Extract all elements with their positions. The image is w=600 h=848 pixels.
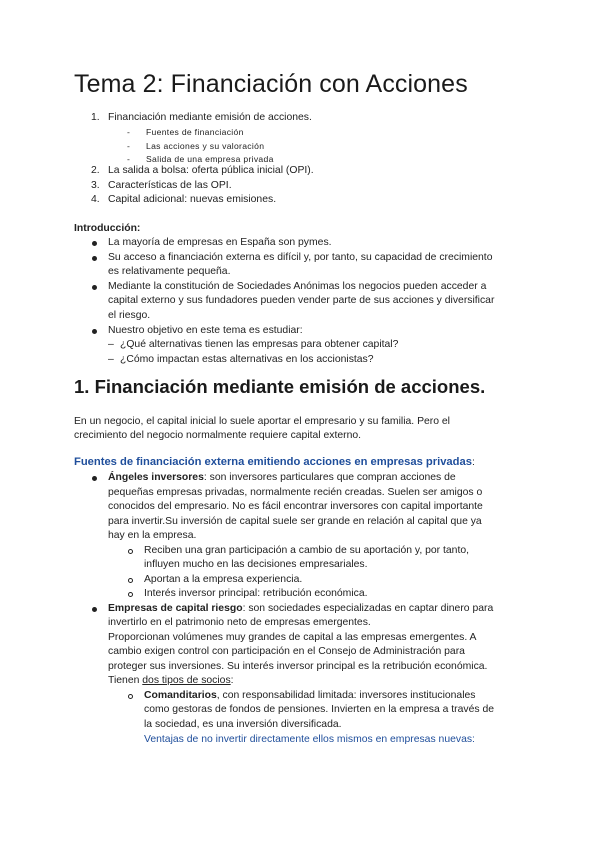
angeles-line-5: hay en la empresa. [108,530,197,541]
intro-bullet-2-line-1: Su acceso a financiación externa es difícil y, por tanto, su capacidad de crecimiento [108,252,493,263]
angeles-line-3: conocidos del empresario. No es fácil encontrar inversores con capital importante [108,501,483,512]
angeles-line-1 [108,471,456,485]
capital-riesgo-line-5: proteger sus inversiones. Su interés inversor principal es la retribución económica. [108,661,488,672]
bullet-icon [92,607,97,612]
angeles-sub-1-line-2: influyen mucho en las decisiones empresariales. [144,559,368,570]
bullet-icon [92,285,97,290]
angeles-sub-2: Aportan a la empresa experiencia. [144,574,303,585]
outline-item-2: La salida a bolsa: oferta pública inicial (OPI). [108,165,314,176]
intro-question-1: ¿Qué alternativas tienen las empresas para obtener capital? [120,339,399,350]
section-paragraph-line-2: crecimiento del negocio normalmente requiere capital externo. [74,430,362,441]
circle-bullet-icon [128,578,133,583]
outline-num-3: 3. [91,180,100,191]
bullet-icon [92,329,97,334]
fuentes-heading: Fuentes de financiación externa emitiendo acciones en empresas privadas [74,456,472,468]
tipos-socios-link: dos tipos de socios [142,675,231,686]
fuentes-heading-line [74,455,475,470]
outline-item-4: Capital adicional: nuevas emisiones. [108,194,277,205]
section-heading: 1. Financiación mediante emisión de acciones. [74,376,486,397]
bullet-icon [92,256,97,261]
circle-bullet-icon [128,694,133,699]
intro-bullet-3-line-2: capital externo y sus fundadores pueden vender parte de sus acciones y diversificar [108,295,495,306]
ventajas-line: Ventajas de no invertir directamente ellos mismos en empresas nuevas: [144,734,475,745]
dash: - [127,154,131,164]
dash: – [108,339,114,350]
comanditarios-definition: , con responsabilidad limitada: inversores institucionales [216,690,476,701]
sub-outline-item: Salida de una empresa privada [146,154,274,164]
angeles-sub-3: Interés inversor principal: retribución económica. [144,588,368,599]
dash: – [108,354,114,365]
circle-bullet-icon [128,592,133,597]
capital-riesgo-line-3: Proporcionan volúmenes muy grandes de capital a las empresas emergentes. A [108,632,477,643]
page-title: Tema 2: Financiación con Acciones [74,70,468,98]
angeles-line-2: pequeñas empresas privadas, normalmente recién creadas. Suelen ser amigos o [108,487,483,498]
capital-riesgo-term: Empresas de capital riesgo [108,603,243,614]
tienen-line [108,674,234,688]
comanditarios-term: Comanditarios [144,690,217,701]
intro-bullet-3-line-3: el riesgo. [108,310,151,321]
comanditarios-line-1 [144,689,476,703]
intro-heading: Introducción: [74,223,141,234]
angeles-sub-1-line-1: Reciben una gran participación a cambio de su aportación y, por tanto, [144,545,470,556]
intro-bullet-4: Nuestro objetivo en este tema es estudiar: [108,325,303,336]
sub-outline-item: Fuentes de financiación [146,127,244,137]
capital-riesgo-line-2: invertirlo en el patrimonio neto de empresas emergentes. [108,617,371,628]
circle-bullet-icon [128,549,133,554]
outline-num-1: 1. [91,112,100,123]
intro-question-2: ¿Cómo impactan estas alternativas en los accionistas? [120,354,374,365]
angeles-term: Ángeles inversores [108,472,204,483]
section-paragraph-line-1: En un negocio, el capital inicial lo suele aportar el empresario y su familia. Pero el [74,416,450,427]
intro-bullet-2-line-2: es relativamente pequeña. [108,266,231,277]
bullet-icon [92,476,97,481]
intro-bullet-1: La mayoría de empresas en España son pymes. [108,237,332,248]
dash: - [127,141,131,151]
dash: - [127,127,131,137]
outline-item-3: Características de las OPI. [108,180,232,191]
comanditarios-line-2: como gestoras de fondos de pensiones. Invierten en la empresa a través de [144,704,495,715]
outline-num-2: 2. [91,165,100,176]
sub-outline-item: Las acciones y su valoración [146,141,265,151]
capital-riesgo-definition: : son sociedades especializadas en captar dinero para [242,603,494,614]
capital-riesgo-line-4: cambio exigen control con participación en el Consejo de Administración para [108,646,465,657]
outline-num-4: 4. [91,194,100,205]
angeles-definition: : son inversores particulares que compran acciones de [203,472,456,483]
tienen-suffix: : [230,675,234,686]
angeles-line-4: para invertir.Su inversión de capital suele ser grande en relación al capital que ya [108,516,482,527]
intro-bullet-3-line-1: Mediante la constitución de Sociedades Anónimas los negocios pueden acceder a [108,281,487,292]
colon: : [471,457,475,468]
outline-item-1: Financiación mediante emisión de acciones. [108,112,312,123]
comanditarios-line-3: la sociedad, es una inversión diversificada. [144,719,342,730]
bullet-icon [92,241,97,246]
tienen-prefix: Tienen [108,675,143,686]
capital-riesgo-line-1 [108,602,493,616]
